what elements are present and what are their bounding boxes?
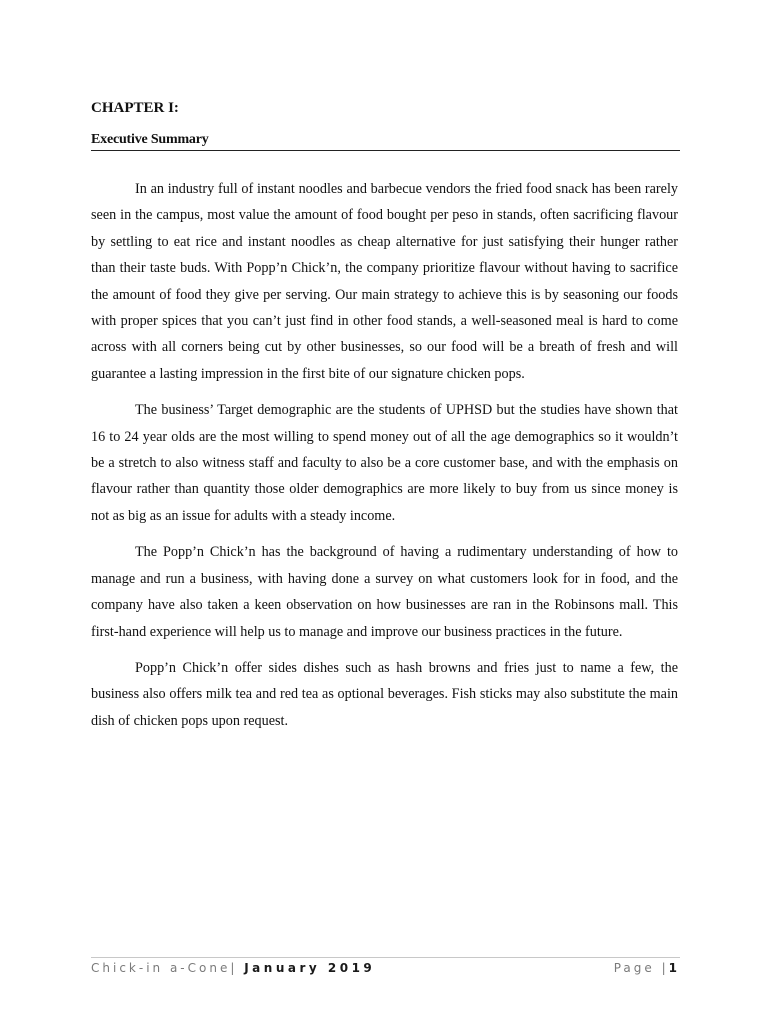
chapter-heading: CHAPTER I:: [91, 100, 179, 116]
paragraph: The Popp’n Chick’n has the background of having a rudimentary understanding of how to manage and run a business, with having done a survey on what customers look for in food, and the company have also taken a keen observation on how businesses are ran in the Robinsons mall. This first-hand experience will help us to manage and improve our business practices in the future.: [91, 544, 678, 640]
footer-page-number: 1: [668, 961, 680, 975]
footer-title: Chick-in a-Cone|: [91, 961, 238, 975]
section-heading: Executive Summary: [91, 132, 209, 147]
heading-underline: [91, 150, 680, 151]
footer-divider: [91, 957, 680, 958]
paragraph: The business’ Target demographic are the students of UPHSD but the studies have shown that 16 to 24 year olds are the most willing to spend money out of all the age demographics so it wouldn’t be a stretch to also witness staff and faculty to also be a core customer base, and with the emphasis on flavour rather than quantity those older demographics are more likely to buy from us since money is not as big as an issue for adults with a steady income.: [91, 402, 678, 524]
footer-page-label: Page |: [613, 961, 669, 975]
page-footer: [91, 961, 680, 981]
footer-date: January 2019: [244, 961, 376, 975]
body-text: [91, 176, 678, 744]
paragraph: In an industry full of instant noodles and barbecue vendors the fried food snack has been rarely seen in the campus, most value the amount of food bought per peso in stands, often sacrificing flavour by settling to eat rice and instant noodles as cheap alternative for just satisfying their hunger rather than their taste buds. With Popp’n Chick’n, the company prioritize flavour without having to sacrifice the amount of food they give per serving. Our main strategy to achieve this is by seasoning our foods with proper spices that you can’t just find in other food stands, a well-seasoned meal is hard to come across with all corners being cut by other businesses, so our food will be a breath of fresh and will guarantee a lasting impression in the first bite of our signature chicken pops.: [91, 181, 678, 382]
footer-page: [614, 961, 680, 975]
footer-left: [91, 961, 375, 975]
paragraph: Popp’n Chick’n offer sides dishes such as hash browns and fries just to name a few, the business also offers milk tea and red tea as optional beverages. Fish sticks may also substitute the main dish of chicken pops upon request.: [91, 659, 678, 729]
